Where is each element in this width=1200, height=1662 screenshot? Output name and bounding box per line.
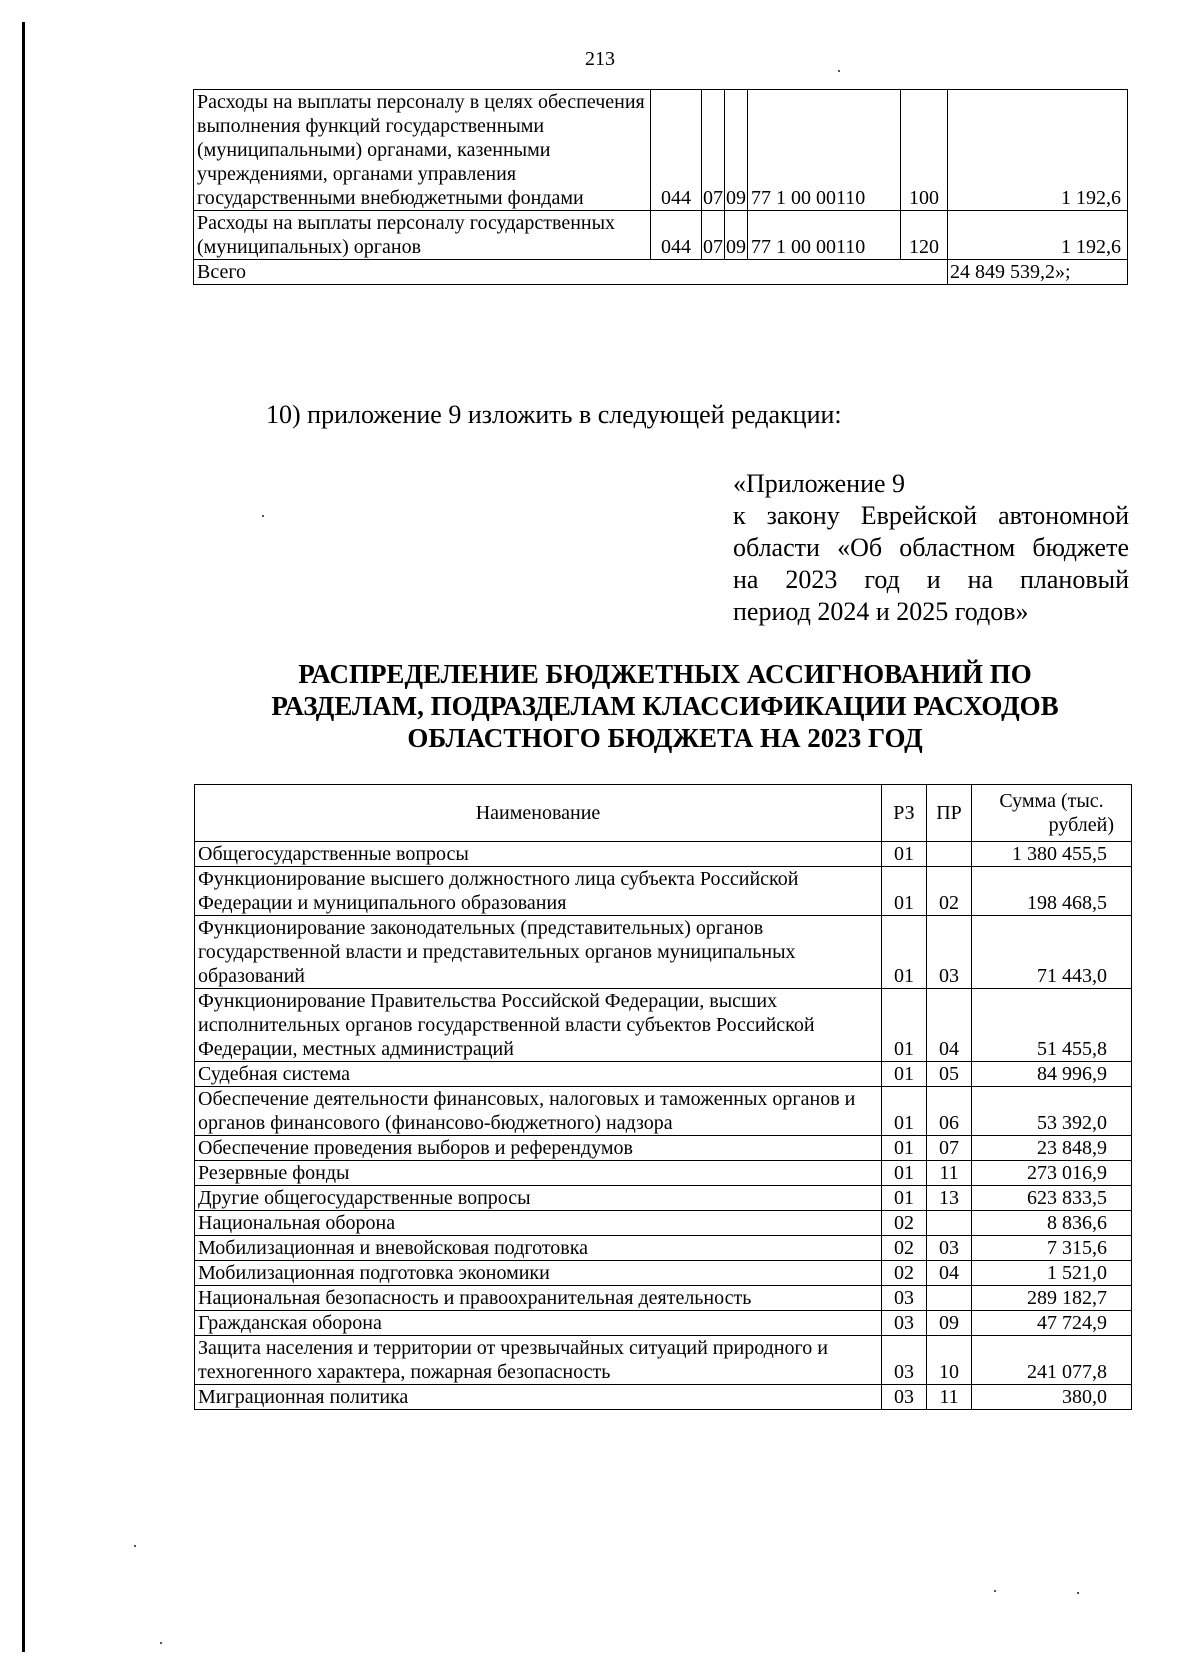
budget-allocation-table [194, 784, 1132, 1410]
row-rz: 03 [882, 1311, 927, 1336]
scan-speck [994, 1590, 996, 1592]
table-row [195, 1286, 1132, 1311]
row-rz: 01 [882, 842, 927, 867]
table-row [195, 1211, 1132, 1236]
row-pr: 04 [927, 1261, 972, 1286]
table-row [195, 1385, 1132, 1410]
table-header-row [195, 785, 1132, 842]
row-sum: 380,0 [972, 1385, 1132, 1410]
csr-code: 77 1 00 00110 [748, 211, 901, 260]
row-rz: 01 [882, 1087, 927, 1136]
row-sum: 47 724,9 [972, 1311, 1132, 1336]
row-name: Другие общегосударственные вопросы [195, 1186, 882, 1211]
row-rz: 02 [882, 1236, 927, 1261]
row-name: Функционирование Правительства Российской Федерации, высших исполнительных органов государственной власти субъектов Российской Федерации, местных администраций [195, 989, 882, 1062]
row-pr: 10 [927, 1336, 972, 1385]
table-row [195, 1236, 1132, 1261]
row-name: Функционирование высшего должностного лица субъекта Российской Федерации и муниципального образования [195, 867, 882, 916]
pr-code: 09 [725, 90, 748, 211]
row-rz: 01 [882, 1062, 927, 1087]
row-pr: 13 [927, 1186, 972, 1211]
row-sum: 53 392,0 [972, 1087, 1132, 1136]
row-name: Общегосударственные вопросы [195, 842, 882, 867]
row-rz: 02 [882, 1261, 927, 1286]
row-pr: 11 [927, 1161, 972, 1186]
row-name: Гражданская оборона [195, 1311, 882, 1336]
row-pr [927, 1286, 972, 1311]
row-pr: 02 [927, 867, 972, 916]
row-sum: 1 380 455,5 [972, 842, 1132, 867]
appendix-line: на 2023 год и на плановый [733, 565, 1129, 594]
row-rz: 01 [882, 916, 927, 989]
row-rz: 01 [882, 1136, 927, 1161]
grbs-code: 044 [651, 90, 702, 211]
row-pr: 06 [927, 1087, 972, 1136]
header-name: Наименование [195, 785, 882, 842]
row-sum: 7 315,6 [972, 1236, 1132, 1261]
row-sum: 84 996,9 [972, 1062, 1132, 1087]
row-name: Национальная безопасность и правоохранительная деятельность [195, 1286, 882, 1311]
title-line: ОБЛАСТНОГО БЮДЖЕТА НА 2023 ГОД [407, 723, 923, 753]
row-sum: 23 848,9 [972, 1136, 1132, 1161]
row-sum: 8 836,6 [972, 1211, 1132, 1236]
row-sum: 1 521,0 [972, 1261, 1132, 1286]
table-row [195, 1186, 1132, 1211]
row-pr: 04 [927, 989, 972, 1062]
row-pr: 03 [927, 916, 972, 989]
grbs-code: 044 [651, 211, 702, 260]
vr-code: 120 [901, 211, 948, 260]
total-value: 24 849 539,2»; [948, 260, 1128, 285]
row-sum: 198 468,5 [972, 867, 1132, 916]
amendment-instruction: 10) приложение 9 изложить в следующей редакции: [266, 400, 842, 429]
table-row [195, 1261, 1132, 1286]
row-name: Расходы на выплаты персоналу государственных (муниципальных) органов [194, 211, 651, 260]
table-row [194, 211, 1128, 260]
document-title [200, 658, 1130, 754]
row-rz: 03 [882, 1385, 927, 1410]
table-row [194, 90, 1128, 211]
rz-code: 07 [702, 90, 725, 211]
row-sum: 241 077,8 [972, 1336, 1132, 1385]
binding-margin-line [22, 22, 25, 1652]
row-rz: 02 [882, 1211, 927, 1236]
row-pr [927, 1211, 972, 1236]
header-sum [972, 785, 1132, 842]
row-name: Функционирование законодательных (представительных) органов государственной власти и представительных органов муниципальных образований [195, 916, 882, 989]
row-rz: 03 [882, 1286, 927, 1311]
row-name: Расходы на выплаты персоналу в целях обеспечения выполнения функций государственными (муниципальными) органами, казенными учреждениями, органами управления государственными внебюджетными фондами [194, 90, 651, 211]
row-name: Национальная оборона [195, 1211, 882, 1236]
scan-speck [160, 1642, 162, 1644]
header-pr: ПР [927, 785, 972, 842]
continued-expense-table [193, 89, 1128, 285]
row-pr [927, 842, 972, 867]
row-name: Судебная система [195, 1062, 882, 1087]
appendix-line: период 2024 и 2025 годов» [733, 597, 1029, 626]
rz-code: 07 [702, 211, 725, 260]
row-rz: 03 [882, 1336, 927, 1385]
title-line: РАЗДЕЛАМ, ПОДРАЗДЕЛАМ КЛАССИФИКАЦИИ РАСХОДОВ [271, 691, 1059, 721]
table-row [195, 867, 1132, 916]
table-row [195, 1336, 1132, 1385]
row-name: Защита населения и территории от чрезвычайных ситуаций природного и техногенного характера, пожарная безопасность [195, 1336, 882, 1385]
row-pr: 11 [927, 1385, 972, 1410]
appendix-line: «Приложение 9 [733, 469, 906, 498]
vr-code: 100 [901, 90, 948, 211]
table-row [195, 916, 1132, 989]
header-sum-line2: рублей) [1048, 814, 1114, 836]
row-pr: 05 [927, 1062, 972, 1087]
table-row [195, 1136, 1132, 1161]
row-rz: 01 [882, 989, 927, 1062]
row-rz: 01 [882, 867, 927, 916]
row-sum: 1 192,6 [948, 211, 1128, 260]
table-row [195, 1062, 1132, 1087]
row-rz: 01 [882, 1186, 927, 1211]
row-name: Резервные фонды [195, 1161, 882, 1186]
table-row [195, 1161, 1132, 1186]
scan-speck [1077, 1592, 1079, 1594]
page-number: 213 [585, 48, 615, 70]
table-row [195, 1311, 1132, 1336]
row-name: Мобилизационная подготовка экономики [195, 1261, 882, 1286]
header-sum-line1: Сумма (тыс. [999, 790, 1104, 812]
row-sum: 1 192,6 [948, 90, 1128, 211]
row-pr: 07 [927, 1136, 972, 1161]
table-row [195, 989, 1132, 1062]
appendix-line: области «Об областном бюджете [733, 533, 1129, 562]
row-name: Обеспечение деятельности финансовых, налоговых и таможенных органов и органов финансового (финансово-бюджетного) надзора [195, 1087, 882, 1136]
row-rz: 01 [882, 1161, 927, 1186]
appendix-line: к закону Еврейской автономной [733, 501, 1129, 530]
row-sum: 273 016,9 [972, 1161, 1132, 1186]
header-rz: РЗ [882, 785, 927, 842]
row-pr: 09 [927, 1311, 972, 1336]
row-sum: 289 182,7 [972, 1286, 1132, 1311]
table-row [195, 1087, 1132, 1136]
appendix-header [733, 468, 1129, 628]
row-name: Обеспечение проведения выборов и референдумов [195, 1136, 882, 1161]
row-name: Мобилизационная и вневойсковая подготовка [195, 1236, 882, 1261]
row-pr: 03 [927, 1236, 972, 1261]
row-sum: 51 455,8 [972, 989, 1132, 1062]
row-name: Миграционная политика [195, 1385, 882, 1410]
csr-code: 77 1 00 00110 [748, 90, 901, 211]
row-sum: 623 833,5 [972, 1186, 1132, 1211]
scan-speck [262, 515, 264, 517]
table-row [195, 842, 1132, 867]
title-line: РАСПРЕДЕЛЕНИЕ БЮДЖЕТНЫХ АССИГНОВАНИЙ ПО [298, 659, 1032, 689]
scan-speck [134, 1545, 136, 1547]
total-row [194, 260, 1128, 285]
pr-code: 09 [725, 211, 748, 260]
row-sum: 71 443,0 [972, 916, 1132, 989]
total-label: Всего [194, 260, 948, 285]
